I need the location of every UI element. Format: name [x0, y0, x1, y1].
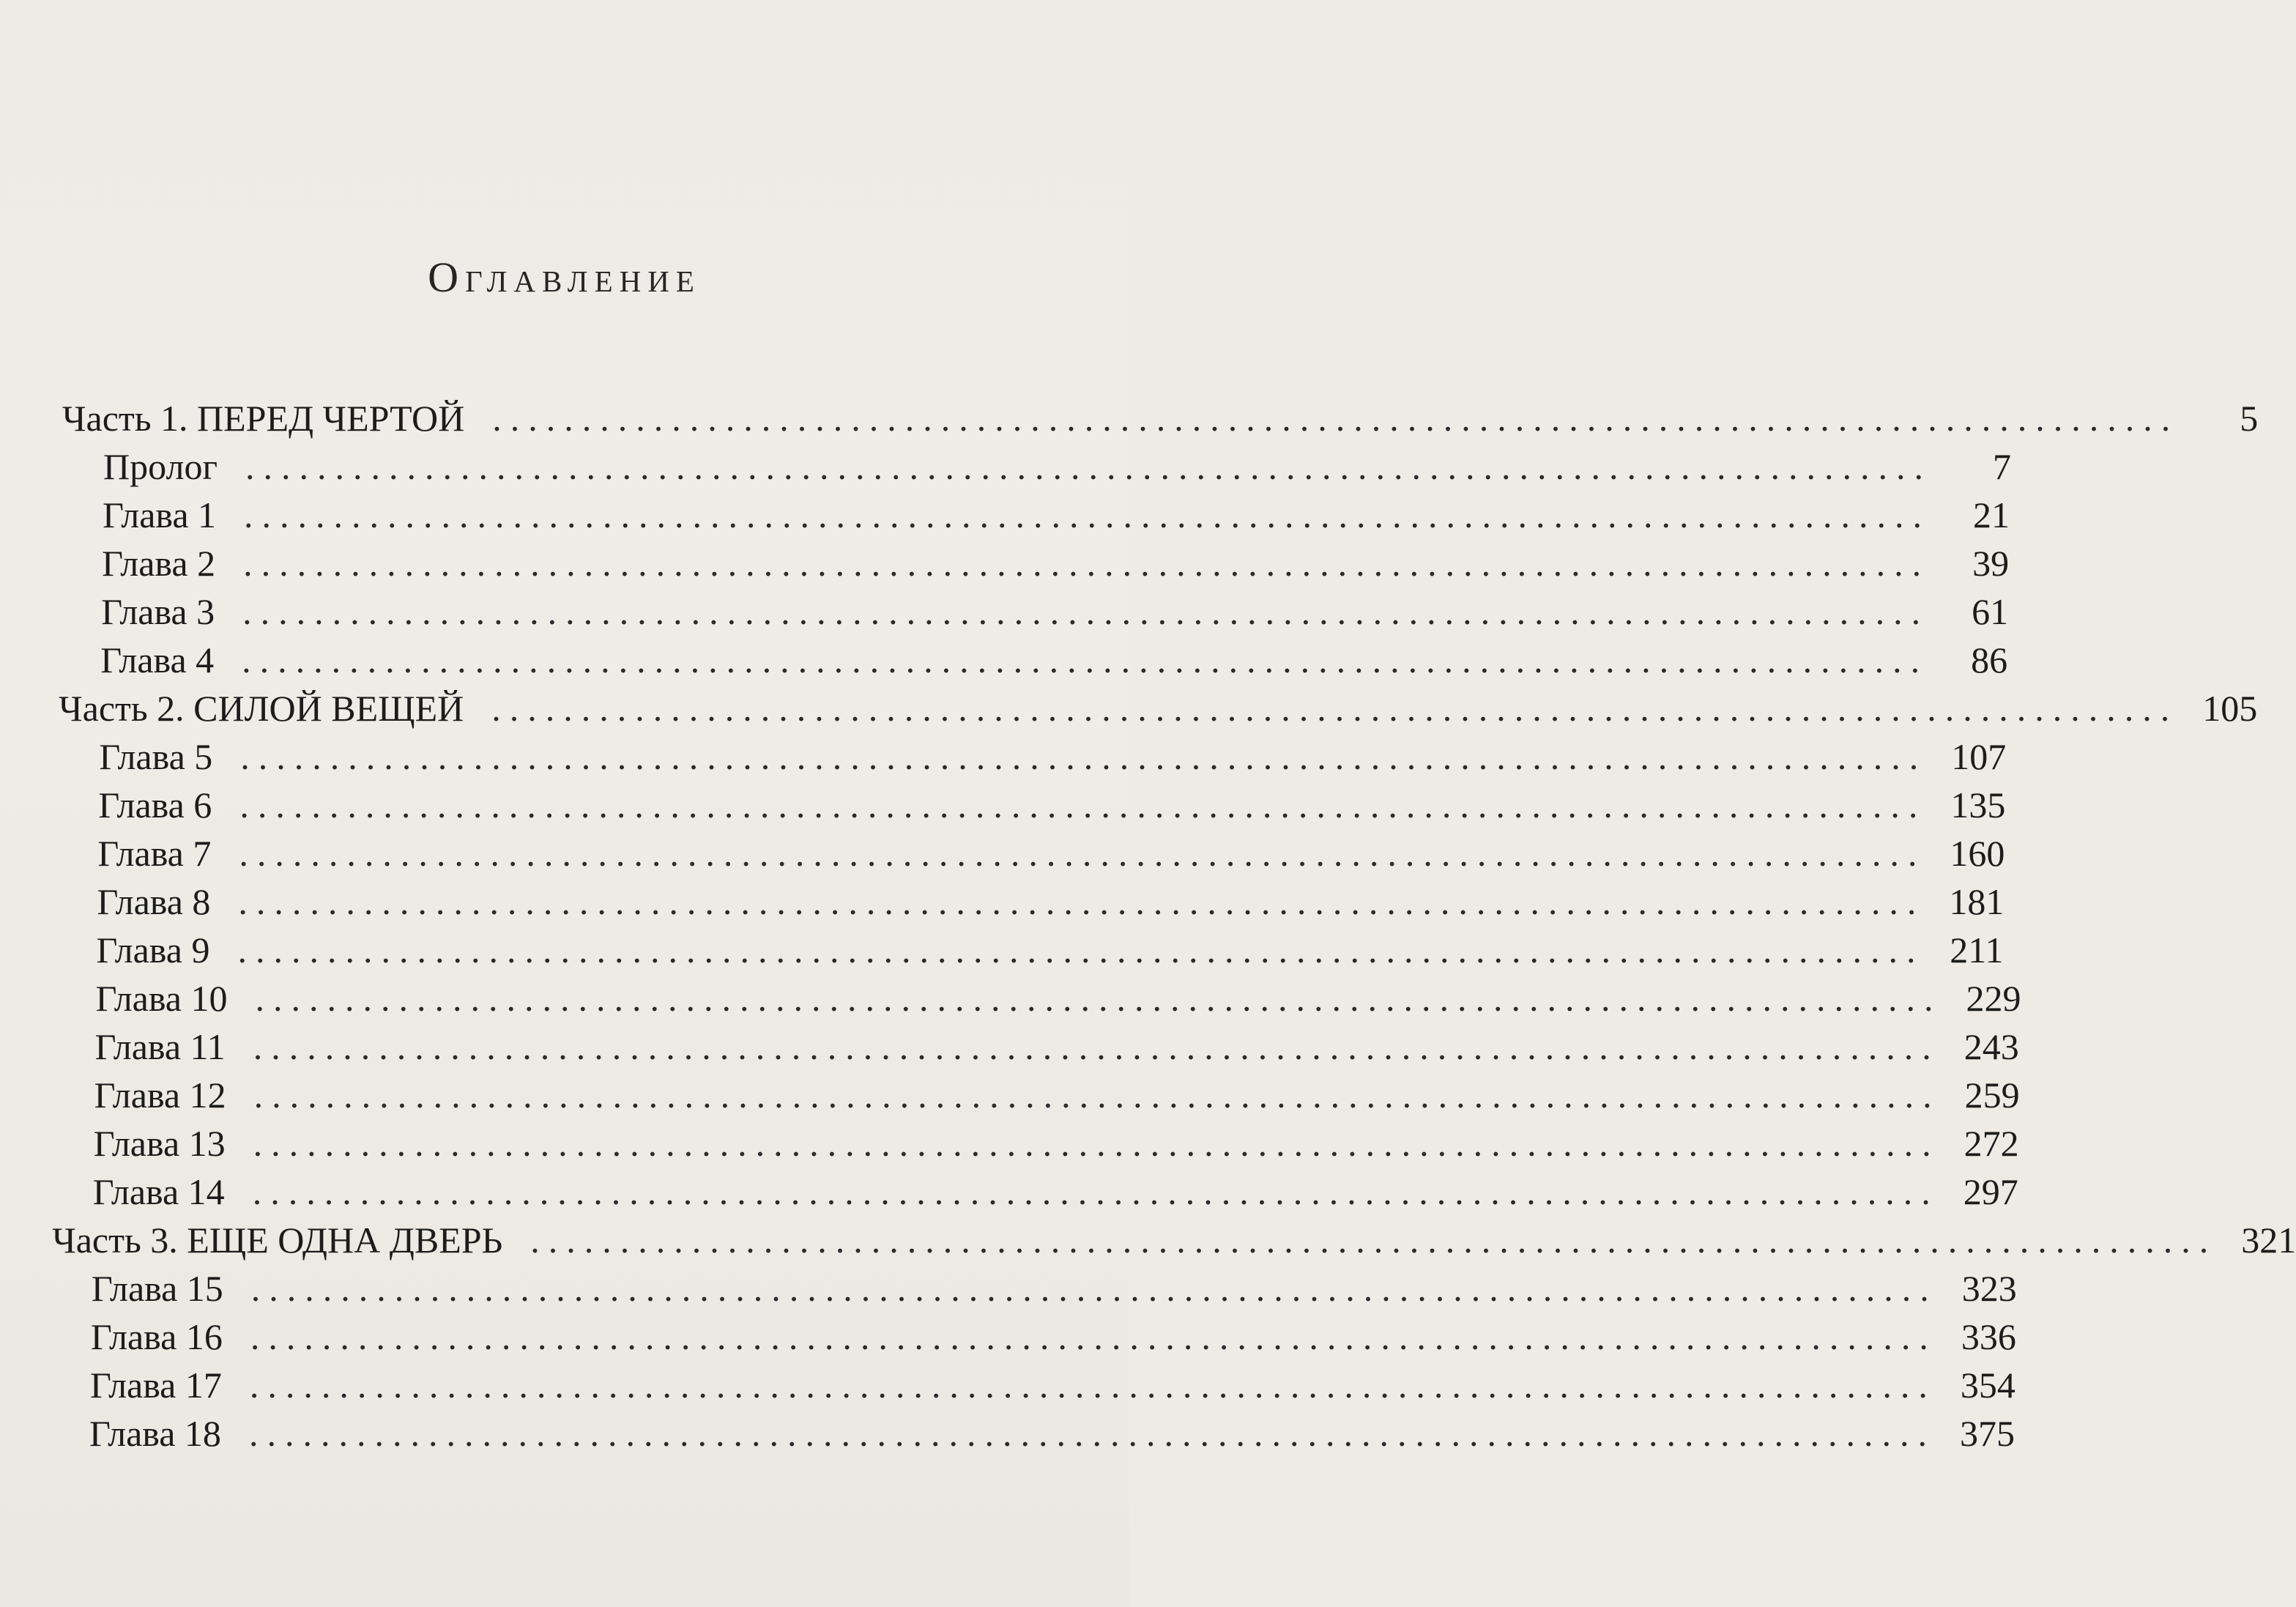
toc-entry-page-number: 297: [1963, 1171, 2018, 1212]
dot-leader: ..............................................................................................: [238, 881, 1925, 922]
toc-entry-label: Часть 1. ПЕРЕД ЧЕРТОЙ: [62, 398, 465, 439]
toc-entry-label: Глава 16: [90, 1316, 223, 1357]
dot-leader: ..............................................................................................: [530, 1220, 2218, 1261]
dot-leader: ..............................................................................................: [492, 398, 2180, 439]
toc-entry-page-number: 229: [1966, 978, 2021, 1019]
toc-entry-label: Глава 18: [89, 1413, 221, 1454]
toc-entry-page-number: 7: [1992, 446, 2011, 487]
dot-leader: ..............................................................................................: [250, 1316, 1937, 1357]
toc-entry-page-number: 272: [1964, 1123, 2019, 1164]
toc-chapter-entry: [102, 541, 2010, 586]
toc-entry-label: Глава 12: [94, 1075, 226, 1116]
toc-chapter-entry: [103, 492, 2010, 538]
toc-entry-label: Глава 11: [94, 1026, 226, 1067]
toc-part-entry: [62, 396, 2259, 441]
toc-entry-label: Глава 17: [89, 1365, 222, 1406]
toc-chapter-entry: [95, 976, 2021, 1021]
toc-entry-page-number: 105: [2202, 688, 2258, 729]
toc-chapter-entry: [94, 1024, 2019, 1069]
toc-entry-label: Пролог: [103, 446, 218, 487]
toc-entry-page-number: 21: [1973, 494, 2010, 535]
dot-leader: ..............................................................................................: [242, 591, 1930, 632]
toc-chapter-entry: [90, 1314, 2016, 1359]
dot-leader: ..............................................................................................: [243, 543, 1931, 584]
dot-leader: ..............................................................................................: [245, 446, 1932, 487]
dot-leader: ..............................................................................................: [250, 1268, 1938, 1309]
toc-chapter-entry: [99, 734, 2007, 779]
dot-leader: ..............................................................................................: [253, 1026, 1940, 1067]
toc-chapter-entry: [101, 589, 2009, 634]
dot-leader: ..............................................................................................: [252, 1171, 1939, 1212]
toc-chapter-entry: [96, 927, 2004, 973]
toc-chapter-entry: [103, 444, 2011, 489]
toc-chapter-entry: [97, 831, 2005, 876]
toc-entry-label: Глава 7: [97, 833, 212, 874]
toc-chapter-entry: [89, 1411, 2015, 1456]
dot-leader: ..............................................................................................: [237, 929, 1925, 970]
dot-leader: ..............................................................................................: [244, 494, 1931, 535]
toc-entry-label: Глава 8: [97, 881, 211, 922]
toc-entry-label: Глава 15: [91, 1268, 223, 1309]
toc-entry-label: Глава 1: [103, 494, 217, 535]
toc-entry-page-number: 39: [1972, 543, 2010, 584]
toc-entry-label: Глава 3: [101, 591, 215, 632]
dot-leader: ..............................................................................................: [491, 688, 2179, 729]
toc-entry-page-number: 354: [1960, 1365, 2015, 1406]
toc-entry-label: Глава 5: [99, 736, 213, 777]
toc-entry-page-number: 243: [1964, 1026, 2019, 1067]
toc-entry-page-number: 5: [2240, 398, 2259, 439]
toc-entry-label: Глава 14: [92, 1171, 225, 1212]
toc-chapter-entry: [94, 1072, 2020, 1118]
toc-entry-page-number: 160: [1950, 833, 2005, 874]
toc-entry-label: Глава 4: [100, 639, 215, 680]
toc-entry-label: Часть 2. СИЛОЙ ВЕЩЕЙ: [59, 688, 464, 729]
toc-chapter-entry: [93, 1121, 2019, 1166]
toc-entry-page-number: 181: [1949, 881, 2005, 922]
dot-leader: ..............................................................................................: [239, 784, 1927, 825]
dot-leader: ..............................................................................................: [248, 1413, 1936, 1454]
toc-chapter-entry: [100, 637, 2008, 683]
dot-leader: ..............................................................................................: [253, 1123, 1940, 1164]
toc-chapter-entry: [97, 879, 2005, 924]
toc-part-entry: [52, 1217, 2296, 1263]
toc-entry-label: Глава 13: [93, 1123, 226, 1164]
toc-chapter-entry: [91, 1266, 2017, 1311]
dot-leader: ..............................................................................................: [239, 833, 1926, 874]
toc-entry-page-number: 336: [1961, 1316, 2016, 1357]
toc-chapter-entry: [92, 1169, 2018, 1214]
toc-part-entry: [59, 686, 2258, 731]
toc-entry-page-number: 323: [1961, 1268, 2017, 1309]
toc-chapter-entry: [89, 1362, 2015, 1408]
dot-leader: ..............................................................................................: [240, 736, 1928, 777]
toc-entry-page-number: 61: [1972, 591, 2009, 632]
toc-entry-page-number: 135: [1950, 784, 2006, 825]
toc-entry-page-number: 321: [2241, 1220, 2296, 1261]
dot-leader: ..............................................................................................: [249, 1365, 1936, 1406]
toc-entry-page-number: 107: [1951, 736, 2007, 777]
toc-title: Оглавление: [428, 253, 701, 301]
toc-entry-page-number: 375: [1959, 1413, 2015, 1454]
toc-entry-label: Часть 3. ЕЩЕ ОДНА ДВЕРЬ: [52, 1220, 503, 1261]
toc-chapter-entry: [98, 782, 2006, 828]
toc-entry-label: Глава 2: [102, 543, 216, 584]
toc-entry-page-number: 211: [1950, 929, 2004, 970]
toc-entry-label: Глава 9: [96, 929, 210, 970]
toc-entry-label: Глава 10: [95, 978, 228, 1019]
toc-entry-label: Глава 6: [98, 784, 212, 825]
toc-entry-page-number: 259: [1964, 1075, 2020, 1116]
dot-leader: ..............................................................................................: [242, 639, 1929, 680]
dot-leader: ..............................................................................................: [255, 978, 1942, 1019]
toc-entry-page-number: 86: [1971, 639, 2008, 680]
dot-leader: ..............................................................................................: [253, 1075, 1941, 1116]
